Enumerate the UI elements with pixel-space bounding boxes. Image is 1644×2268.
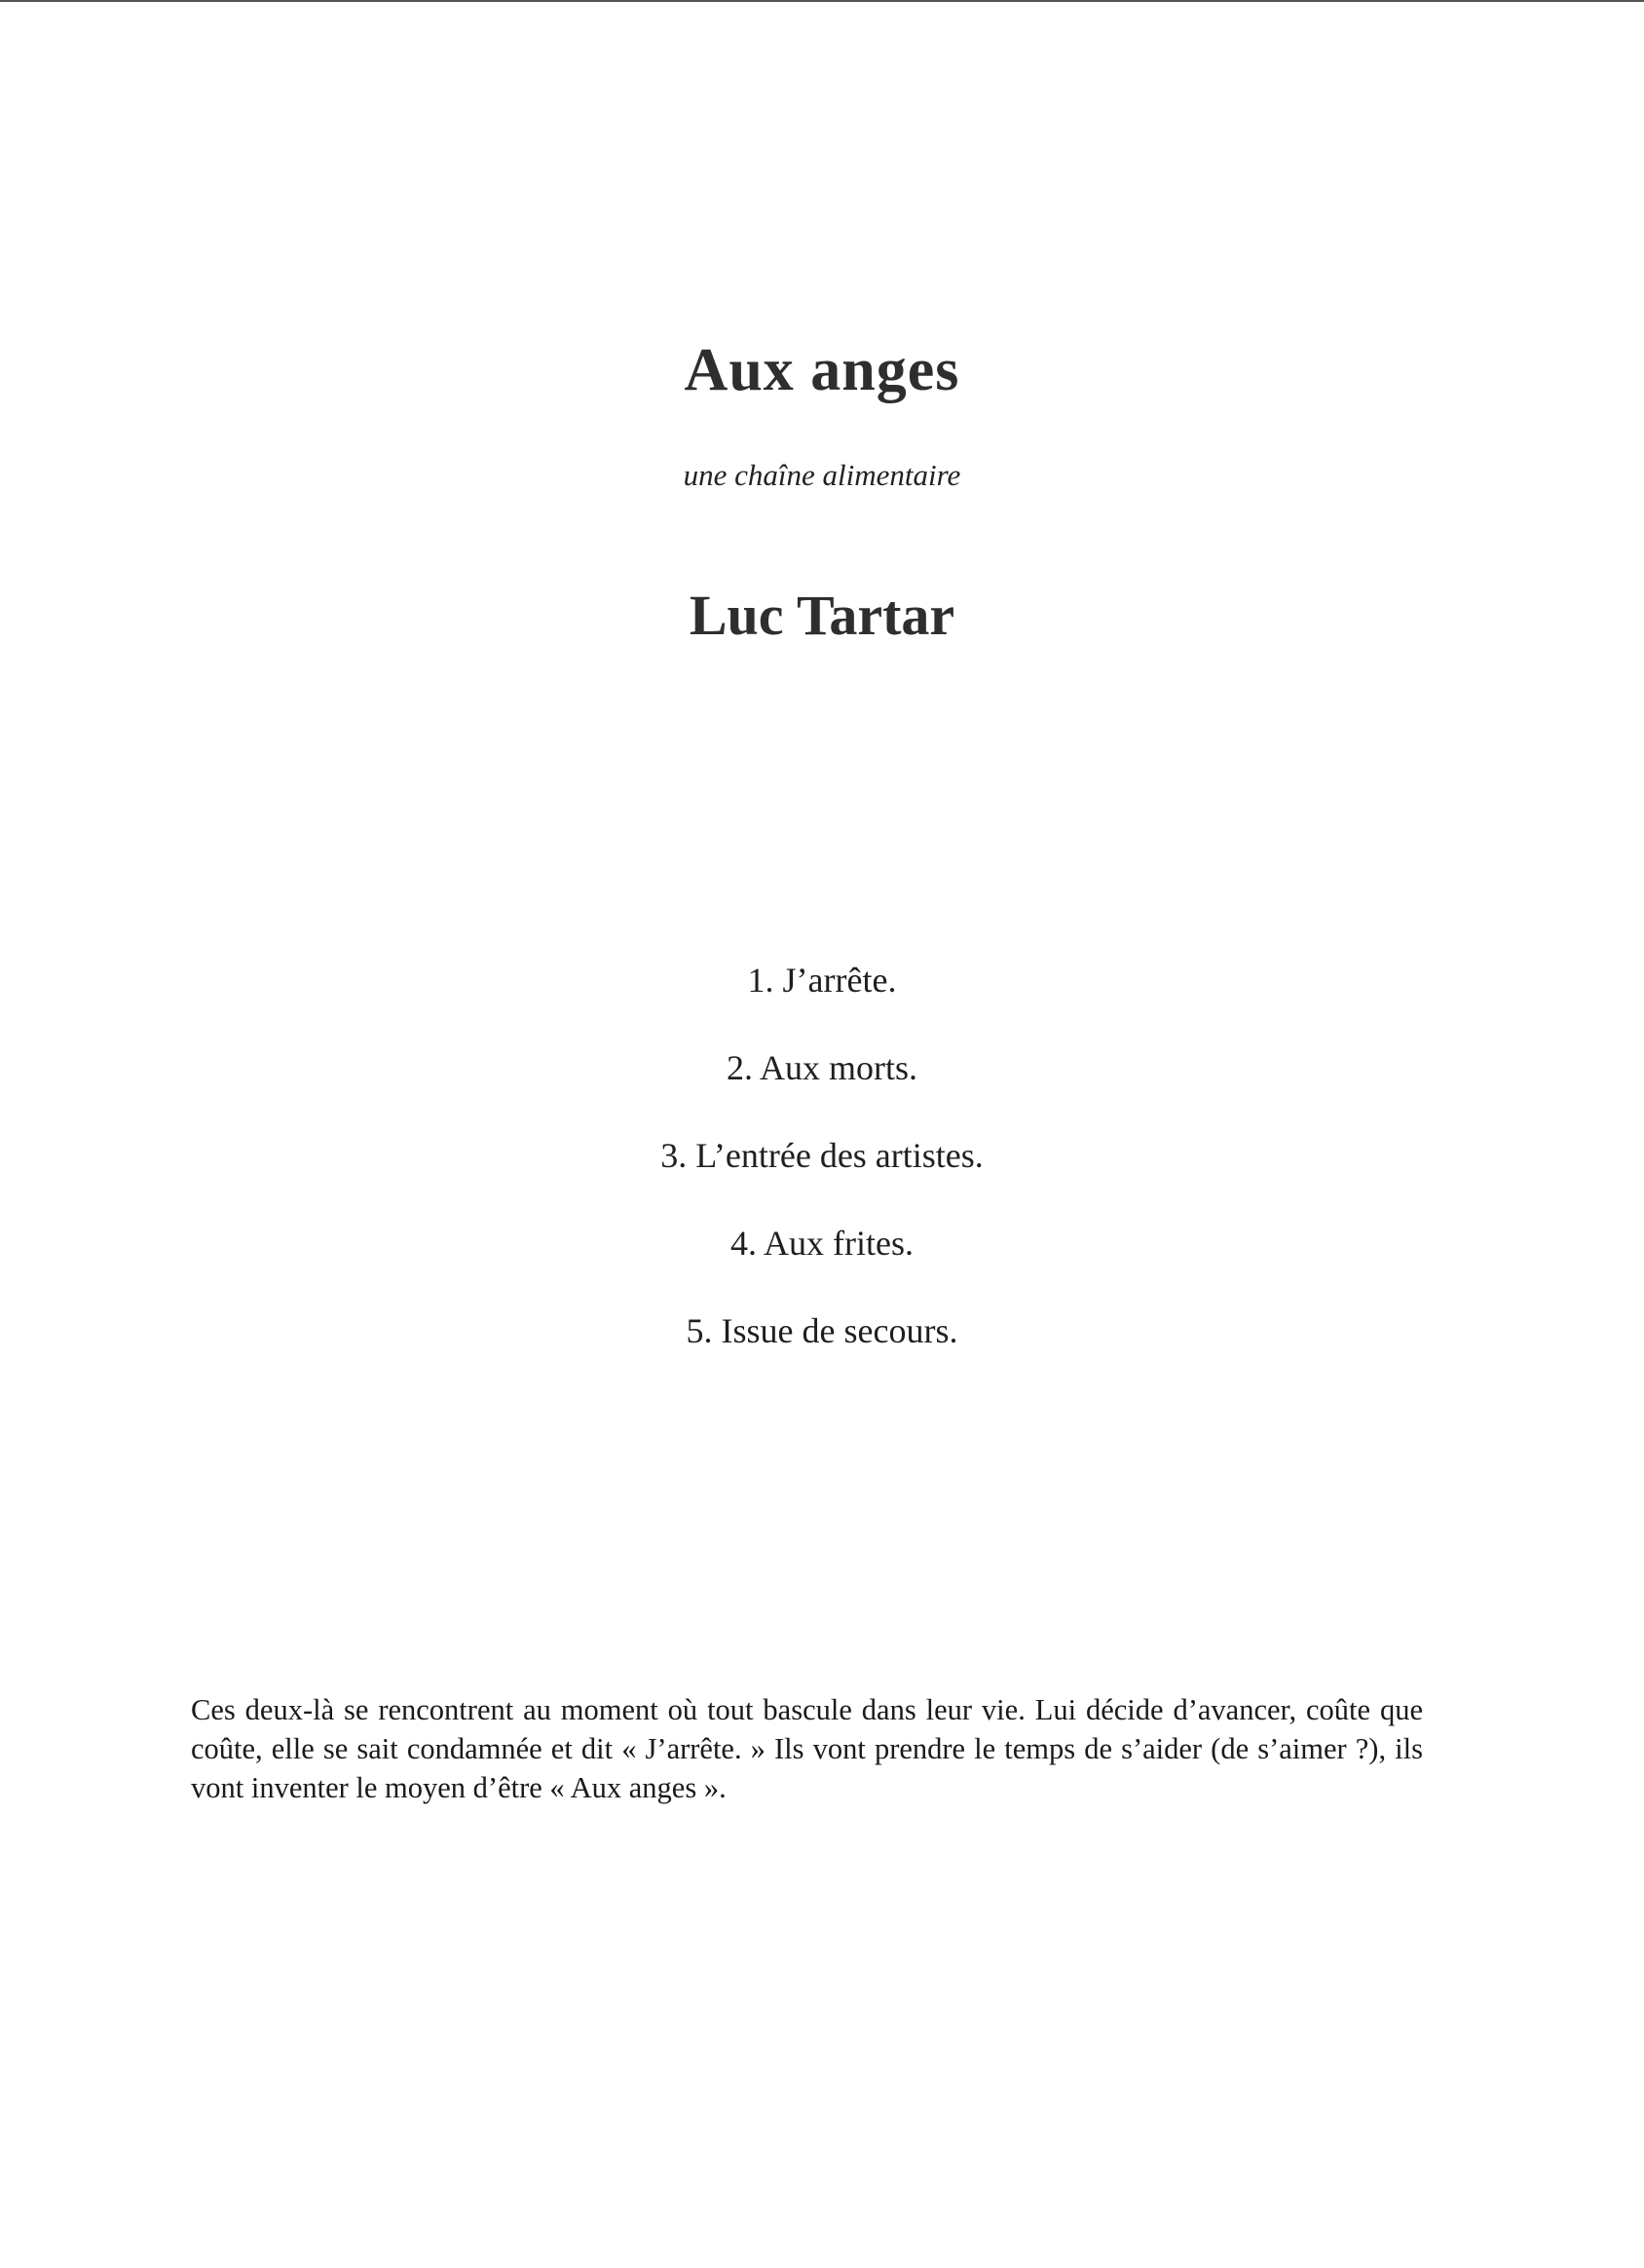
summary-paragraph: Ces deux-là se rencontrent au moment où tout bascule dans leur vie. Lui décide d’avancer, coûte que coûte, elle se sait condamnée et dit « J’arrête. » Ils vont prendre le temps de s’aider (de s’aimer ?), ils vont inventer le moyen d’être « Aux anges ».	[191, 1693, 1423, 1804]
author-name: Luc Tartar	[689, 584, 955, 647]
chapter-item: 3. L’entrée des artistes.	[660, 1136, 984, 1175]
chapter-item: 2. Aux morts.	[726, 1048, 917, 1087]
chapter-item: 5. Issue de secours.	[686, 1311, 958, 1350]
document-subtitle: une chaîne alimentaire	[683, 458, 961, 492]
top-border-line	[0, 0, 1644, 2]
document-title: Aux anges	[684, 337, 960, 403]
chapter-list	[0, 950, 1644, 1388]
chapter-item: 1. J’arrête.	[747, 961, 897, 1000]
chapter-item: 4. Aux frites.	[730, 1224, 914, 1263]
